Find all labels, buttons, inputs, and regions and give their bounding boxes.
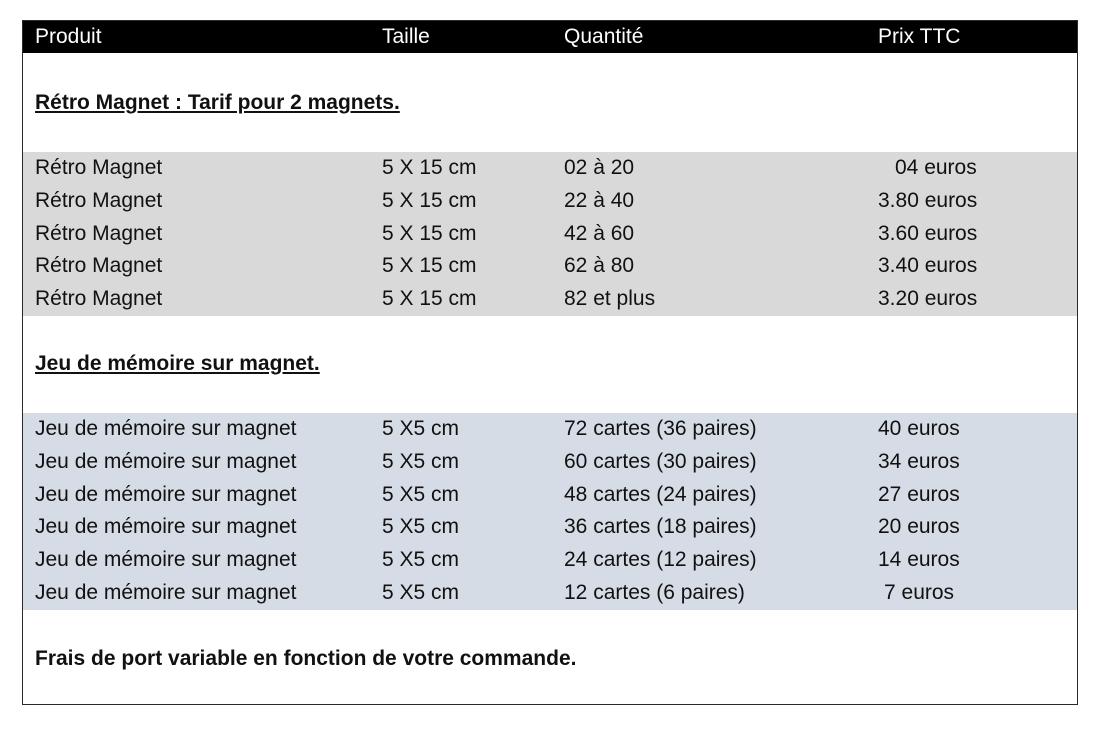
table-header: [23, 21, 1077, 53]
cell-size: 5 X 15 cm: [382, 287, 477, 310]
cell-product: Rétro Magnet: [35, 222, 163, 245]
header-size: Taille: [382, 25, 430, 48]
table-row: [23, 577, 1077, 610]
cell-price: 27 euros: [878, 483, 960, 506]
cell-product: Rétro Magnet: [35, 254, 163, 277]
cell-product: Jeu de mémoire sur magnet: [35, 417, 297, 440]
memory-game-rows: [23, 413, 1077, 610]
cell-quantity: 12 cartes (6 paires): [564, 581, 745, 604]
table-row: [23, 544, 1077, 577]
table-row: [23, 218, 1077, 251]
cell-size: 5 X5 cm: [382, 417, 460, 440]
cell-price: 04 euros: [895, 156, 977, 179]
header-quantity: Quantité: [564, 25, 644, 48]
section-title-memory-game: Jeu de mémoire sur magnet.: [35, 352, 320, 375]
shipping-note: Frais de port variable en fonction de votre commande.: [35, 647, 577, 670]
section-title-retro-magnet: Rétro Magnet : Tarif pour 2 magnets.: [35, 91, 400, 114]
table-row: [23, 250, 1077, 283]
cell-size: 5 X 15 cm: [382, 189, 477, 212]
cell-size: 5 X5 cm: [382, 548, 460, 571]
cell-price: 3.20 euros: [878, 287, 978, 310]
cell-quantity: 62 à 80: [564, 254, 635, 277]
table-row: [23, 479, 1077, 512]
cell-size: 5 X5 cm: [382, 515, 460, 538]
cell-product: Rétro Magnet: [35, 156, 163, 179]
cell-size: 5 X5 cm: [382, 581, 460, 604]
cell-price: 3.40 euros: [878, 254, 978, 277]
price-table: [22, 20, 1078, 705]
cell-price: 40 euros: [878, 417, 960, 440]
cell-quantity: 36 cartes (18 paires): [564, 515, 757, 538]
cell-quantity: 24 cartes (12 paires): [564, 548, 757, 571]
cell-quantity: 60 cartes (30 paires): [564, 450, 757, 473]
cell-quantity: 42 à 60: [564, 222, 635, 245]
cell-price: 14 euros: [878, 548, 960, 571]
cell-product: Jeu de mémoire sur magnet: [35, 548, 297, 571]
header-price: Prix TTC: [878, 25, 961, 48]
header-product: Produit: [35, 25, 102, 48]
cell-product: Jeu de mémoire sur magnet: [35, 515, 297, 538]
cell-quantity: 02 à 20: [564, 156, 635, 179]
table-row: [23, 413, 1077, 446]
cell-quantity: 82 et plus: [564, 287, 656, 310]
table-row: [23, 185, 1077, 218]
cell-quantity: 72 cartes (36 paires): [564, 417, 757, 440]
cell-price: 3.60 euros: [878, 222, 978, 245]
table-row: [23, 152, 1077, 185]
cell-product: Jeu de mémoire sur magnet: [35, 450, 297, 473]
cell-price: 20 euros: [878, 515, 960, 538]
cell-quantity: 48 cartes (24 paires): [564, 483, 757, 506]
cell-size: 5 X 15 cm: [382, 254, 477, 277]
table-row: [23, 283, 1077, 316]
cell-product: Rétro Magnet: [35, 287, 163, 310]
cell-size: 5 X 15 cm: [382, 156, 477, 179]
cell-product: Rétro Magnet: [35, 189, 163, 212]
cell-product: Jeu de mémoire sur magnet: [35, 483, 297, 506]
table-row: [23, 511, 1077, 544]
cell-quantity: 22 à 40: [564, 189, 635, 212]
cell-price: 34 euros: [878, 450, 960, 473]
cell-product: Jeu de mémoire sur magnet: [35, 581, 297, 604]
cell-price: 3.80 euros: [878, 189, 978, 212]
cell-size: 5 X5 cm: [382, 450, 460, 473]
cell-size: 5 X5 cm: [382, 483, 460, 506]
table-row: [23, 446, 1077, 479]
cell-size: 5 X 15 cm: [382, 222, 477, 245]
cell-price: 7 euros: [884, 581, 955, 604]
retro-magnet-rows: [23, 152, 1077, 316]
